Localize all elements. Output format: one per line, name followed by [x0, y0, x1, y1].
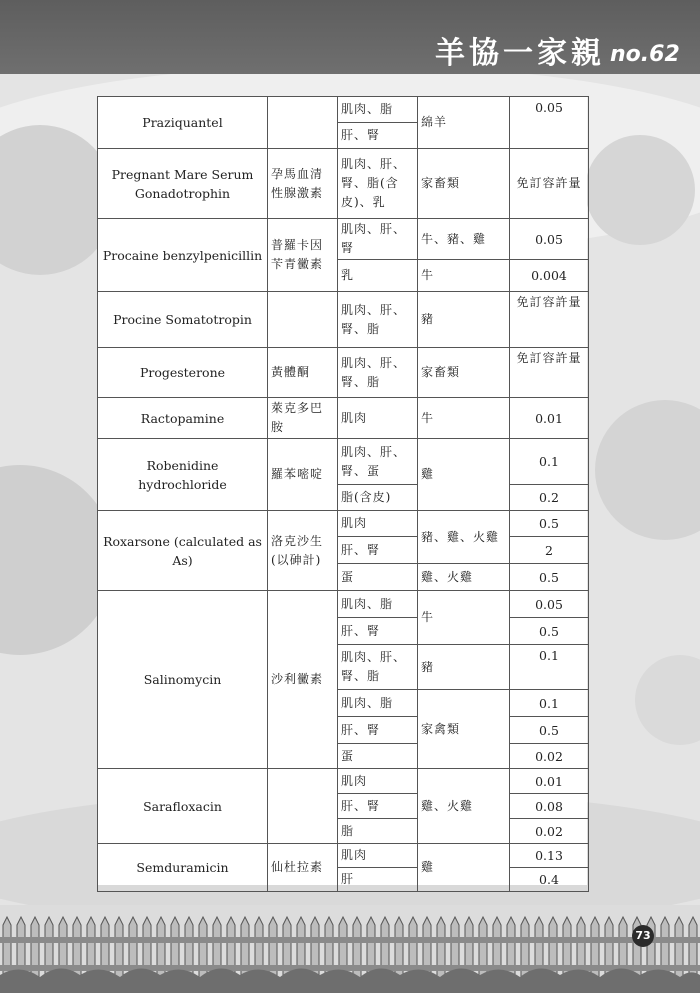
table-row [98, 398, 589, 439]
residue-limits-table [97, 96, 589, 892]
drug-chinese-name: 孕馬血清性腺激素 [268, 149, 338, 219]
species: 家畜類 [418, 149, 510, 219]
tissue: 肝、腎 [338, 794, 418, 819]
tissue: 肝、腎 [338, 717, 418, 744]
magazine-title: 羊協一家親 [435, 36, 605, 71]
tissue: 肌肉 [338, 398, 418, 439]
drug-chinese-name: 萊克多巴胺 [268, 398, 338, 439]
tissue: 肌肉、脂 [338, 690, 418, 717]
mrl-value: 0.05 [510, 97, 589, 149]
mrl-value: 0.01 [510, 769, 589, 794]
drug-chinese-name: 普羅卡因苄青黴素 [268, 219, 338, 292]
species: 雞、火雞 [418, 769, 510, 844]
mrl-value: 0.1 [510, 439, 589, 485]
mrl-value: 0.05 [510, 219, 589, 260]
mrl-value: 0.1 [510, 645, 589, 690]
fence-footer-illustration [0, 905, 700, 993]
drug-chinese-name: 洛克沙生(以砷計) [268, 511, 338, 591]
mrl-value: 0.5 [510, 717, 589, 744]
species: 雞、火雞 [418, 564, 510, 591]
mrl-value: 2 [510, 537, 589, 564]
drug-name: Robenidine hydrochloride [98, 439, 268, 511]
tissue: 肝、腎 [338, 123, 418, 149]
drug-chinese-name: 仙杜拉素 [268, 844, 338, 892]
drug-chinese-name: 黃體酮 [268, 348, 338, 398]
drug-chinese-name [268, 769, 338, 844]
tissue: 肌肉 [338, 511, 418, 537]
drug-name: Progesterone [98, 348, 268, 398]
species: 牛 [418, 591, 510, 645]
table-row [98, 439, 589, 485]
mrl-value: 0.01 [510, 398, 589, 439]
mrl-value: 0.05 [510, 591, 589, 618]
table-row [98, 149, 589, 219]
mrl-value: 0.2 [510, 485, 589, 511]
drug-chinese-name: 沙利黴素 [268, 591, 338, 769]
drug-name: Salinomycin [98, 591, 268, 769]
tissue: 肌肉、肝、腎、脂 [338, 292, 418, 348]
issue-number: no.62 [610, 42, 680, 67]
table-row [98, 219, 589, 260]
table-row [98, 769, 589, 794]
species: 雞 [418, 844, 510, 892]
tissue: 肌肉、脂 [338, 97, 418, 123]
tissue: 脂(含皮) [338, 485, 418, 511]
drug-name: Procaine benzylpenicillin [98, 219, 268, 292]
drug-name: Semduramicin [98, 844, 268, 892]
tissue: 肌肉、肝、腎、脂(含皮)、乳 [338, 149, 418, 219]
table-row [98, 348, 589, 398]
species: 雞 [418, 439, 510, 511]
species: 家畜類 [418, 348, 510, 398]
mrl-value: 0.5 [510, 564, 589, 591]
table-row [98, 97, 589, 123]
drug-name: Ractopamine [98, 398, 268, 439]
page-number: 73 [632, 925, 654, 947]
drug-name: Pregnant Mare Serum Gonadotrophin [98, 149, 268, 219]
table-row [98, 591, 589, 618]
drug-name: Praziquantel [98, 97, 268, 149]
mrl-value: 0.5 [510, 511, 589, 537]
mrl-value: 0.13 [510, 844, 589, 868]
mrl-value: 0.02 [510, 744, 589, 769]
mrl-value: 0.5 [510, 618, 589, 645]
table-row [98, 292, 589, 348]
drug-name: Roxarsone (calculated as As) [98, 511, 268, 591]
drug-name: Sarafloxacin [98, 769, 268, 844]
tissue: 肌肉 [338, 844, 418, 868]
mrl-value: 免訂容許量 [510, 292, 589, 348]
tissue: 肌肉、肝、腎 [338, 219, 418, 260]
species: 豬、雞、火雞 [418, 511, 510, 564]
mrl-value: 0.4 [510, 868, 589, 892]
mrl-value: 0.08 [510, 794, 589, 819]
species: 豬 [418, 645, 510, 690]
mrl-value: 免訂容許量 [510, 149, 589, 219]
tissue: 肝、腎 [338, 537, 418, 564]
tissue: 肌肉、脂 [338, 591, 418, 618]
tissue: 蛋 [338, 744, 418, 769]
species: 牛 [418, 398, 510, 439]
table-row [98, 844, 589, 868]
drug-chinese-name: 羅苯嘧啶 [268, 439, 338, 511]
species: 家禽類 [418, 690, 510, 769]
tissue: 蛋 [338, 564, 418, 591]
tissue: 肌肉、肝、腎、脂 [338, 348, 418, 398]
species: 牛、豬、雞 [418, 219, 510, 260]
tissue: 肌肉、肝、腎、脂 [338, 645, 418, 690]
tissue: 肝 [338, 868, 418, 892]
drug-chinese-name [268, 97, 338, 149]
species: 牛 [418, 260, 510, 292]
mrl-value: 0.004 [510, 260, 589, 292]
tissue: 肝、腎 [338, 618, 418, 645]
tissue: 肌肉 [338, 769, 418, 794]
tissue: 脂 [338, 819, 418, 844]
drug-chinese-name [268, 292, 338, 348]
drug-name: Procine Somatotropin [98, 292, 268, 348]
tissue: 乳 [338, 260, 418, 292]
species: 綿羊 [418, 97, 510, 149]
table-row [98, 511, 589, 537]
tissue: 肌肉、肝、腎、蛋 [338, 439, 418, 485]
species: 豬 [418, 292, 510, 348]
mrl-value: 0.1 [510, 690, 589, 717]
mrl-value: 0.02 [510, 819, 589, 844]
mrl-value: 免訂容許量 [510, 348, 589, 398]
